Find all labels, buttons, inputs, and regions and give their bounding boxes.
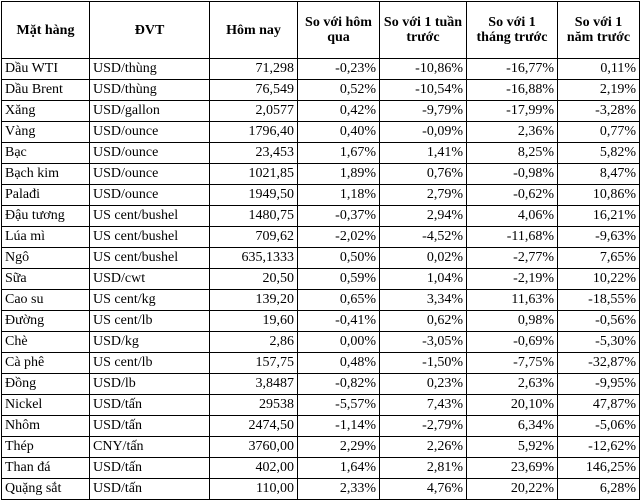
change-year-cell: 7,65% <box>558 248 640 269</box>
change-day-cell: -0,41% <box>298 311 380 332</box>
change-year-cell: -9,63% <box>558 227 640 248</box>
price-today-cell: 709,62 <box>210 227 298 248</box>
change-year-cell: -3,28% <box>558 101 640 122</box>
change-year-cell: -0,56% <box>558 311 640 332</box>
change-week-cell: -3,05% <box>380 332 467 353</box>
unit-cell: USD/gallon <box>90 101 210 122</box>
change-day-cell: 0,00% <box>298 332 380 353</box>
commodity-name-cell: Nickel <box>2 395 90 416</box>
header-commodity: Mặt hàng <box>2 2 90 59</box>
change-day-cell: 0,48% <box>298 353 380 374</box>
change-week-cell: 2,79% <box>380 185 467 206</box>
change-week-cell: -1,50% <box>380 353 467 374</box>
unit-cell: USD/thùng <box>90 59 210 80</box>
change-year-cell: 10,86% <box>558 185 640 206</box>
change-day-cell: 2,29% <box>298 437 380 458</box>
change-month-cell: 6,34% <box>467 416 558 437</box>
table-row <box>2 416 640 437</box>
change-year-cell: 10,22% <box>558 269 640 290</box>
change-month-cell: -16,88% <box>467 80 558 101</box>
commodity-name-cell: Palađi <box>2 185 90 206</box>
change-day-cell: 0,65% <box>298 290 380 311</box>
change-month-cell: 2,36% <box>467 122 558 143</box>
change-week-cell: 0,23% <box>380 374 467 395</box>
price-today-cell: 1480,75 <box>210 206 298 227</box>
change-year-cell: 0,11% <box>558 59 640 80</box>
change-day-cell: 2,33% <box>298 479 380 500</box>
unit-cell: CNY/tấn <box>90 437 210 458</box>
price-today-cell: 29538 <box>210 395 298 416</box>
change-month-cell: 20,10% <box>467 395 558 416</box>
change-year-cell: -5,30% <box>558 332 640 353</box>
commodity-name-cell: Vàng <box>2 122 90 143</box>
price-today-cell: 1796,40 <box>210 122 298 143</box>
change-day-cell: 0,50% <box>298 248 380 269</box>
table-row <box>2 248 640 269</box>
change-week-cell: 2,94% <box>380 206 467 227</box>
commodity-name-cell: Đậu tương <box>2 206 90 227</box>
change-month-cell: 23,69% <box>467 458 558 479</box>
commodity-name-cell: Ngô <box>2 248 90 269</box>
table-row <box>2 122 640 143</box>
table-header-row <box>2 2 640 59</box>
unit-cell: US cent/lb <box>90 353 210 374</box>
change-year-cell: 16,21% <box>558 206 640 227</box>
change-week-cell: 2,26% <box>380 437 467 458</box>
change-week-cell: 0,62% <box>380 311 467 332</box>
price-today-cell: 3760,00 <box>210 437 298 458</box>
unit-cell: USD/tấn <box>90 416 210 437</box>
change-year-cell: -9,95% <box>558 374 640 395</box>
change-year-cell: 5,82% <box>558 143 640 164</box>
change-week-cell: 0,02% <box>380 248 467 269</box>
change-day-cell: 0,40% <box>298 122 380 143</box>
change-day-cell: 0,59% <box>298 269 380 290</box>
change-year-cell: 6,28% <box>558 479 640 500</box>
change-week-cell: 0,76% <box>380 164 467 185</box>
table-row <box>2 479 640 500</box>
change-day-cell: -0,82% <box>298 374 380 395</box>
commodity-name-cell: Bạc <box>2 143 90 164</box>
change-day-cell: 1,67% <box>298 143 380 164</box>
unit-cell: US cent/lb <box>90 311 210 332</box>
change-day-cell: 1,89% <box>298 164 380 185</box>
change-month-cell: 20,22% <box>467 479 558 500</box>
change-year-cell: 2,19% <box>558 80 640 101</box>
change-month-cell: -0,69% <box>467 332 558 353</box>
change-week-cell: 1,41% <box>380 143 467 164</box>
commodity-name-cell: Chè <box>2 332 90 353</box>
commodity-name-cell: Quặng sắt <box>2 479 90 500</box>
commodity-name-cell: Sữa <box>2 269 90 290</box>
unit-cell: US cent/bushel <box>90 206 210 227</box>
commodity-name-cell: Xăng <box>2 101 90 122</box>
change-week-cell: -0,09% <box>380 122 467 143</box>
change-day-cell: -2,02% <box>298 227 380 248</box>
unit-cell: USD/tấn <box>90 458 210 479</box>
change-week-cell: -10,54% <box>380 80 467 101</box>
price-today-cell: 1021,85 <box>210 164 298 185</box>
change-year-cell: 0,77% <box>558 122 640 143</box>
unit-cell: USD/lb <box>90 374 210 395</box>
price-today-cell: 71,298 <box>210 59 298 80</box>
unit-cell: USD/ounce <box>90 164 210 185</box>
table-row <box>2 59 640 80</box>
table-row <box>2 311 640 332</box>
header-unit: ĐVT <box>90 2 210 59</box>
unit-cell: USD/cwt <box>90 269 210 290</box>
change-day-cell: -5,57% <box>298 395 380 416</box>
unit-cell: US cent/bushel <box>90 227 210 248</box>
change-month-cell: -17,99% <box>467 101 558 122</box>
commodity-price-table <box>1 1 640 500</box>
table-row <box>2 143 640 164</box>
change-month-cell: -0,62% <box>467 185 558 206</box>
change-week-cell: 7,43% <box>380 395 467 416</box>
header-vs-yesterday: So với hôm qua <box>298 2 380 59</box>
change-year-cell: 47,87% <box>558 395 640 416</box>
commodity-name-cell: Cà phê <box>2 353 90 374</box>
unit-cell: USD/kg <box>90 332 210 353</box>
table-body <box>2 59 640 500</box>
table-row <box>2 101 640 122</box>
change-month-cell: -7,75% <box>467 353 558 374</box>
table-row <box>2 164 640 185</box>
header-today: Hôm nay <box>210 2 298 59</box>
unit-cell: USD/ounce <box>90 143 210 164</box>
table-row <box>2 374 640 395</box>
price-today-cell: 1949,50 <box>210 185 298 206</box>
header-vs-year: So với 1 năm trước <box>558 2 640 59</box>
header-vs-week: So với 1 tuần trước <box>380 2 467 59</box>
change-month-cell: 5,92% <box>467 437 558 458</box>
table-row <box>2 353 640 374</box>
commodity-name-cell: Nhôm <box>2 416 90 437</box>
price-today-cell: 2,0577 <box>210 101 298 122</box>
commodity-name-cell: Than đá <box>2 458 90 479</box>
price-today-cell: 139,20 <box>210 290 298 311</box>
price-today-cell: 23,453 <box>210 143 298 164</box>
commodity-name-cell: Dầu WTI <box>2 59 90 80</box>
price-today-cell: 2474,50 <box>210 416 298 437</box>
change-year-cell: -5,06% <box>558 416 640 437</box>
unit-cell: USD/ounce <box>90 122 210 143</box>
change-month-cell: -0,98% <box>467 164 558 185</box>
change-day-cell: 0,42% <box>298 101 380 122</box>
change-day-cell: 1,18% <box>298 185 380 206</box>
change-week-cell: -4,52% <box>380 227 467 248</box>
unit-cell: US cent/bushel <box>90 248 210 269</box>
change-day-cell: 1,64% <box>298 458 380 479</box>
commodity-name-cell: Bạch kim <box>2 164 90 185</box>
change-month-cell: 8,25% <box>467 143 558 164</box>
table-row <box>2 437 640 458</box>
commodity-name-cell: Đường <box>2 311 90 332</box>
header-vs-month: So với 1 tháng trước <box>467 2 558 59</box>
table-row <box>2 80 640 101</box>
unit-cell: US cent/kg <box>90 290 210 311</box>
price-today-cell: 110,00 <box>210 479 298 500</box>
change-month-cell: -16,77% <box>467 59 558 80</box>
change-year-cell: -18,55% <box>558 290 640 311</box>
change-week-cell: 4,76% <box>380 479 467 500</box>
table-row <box>2 206 640 227</box>
price-today-cell: 76,549 <box>210 80 298 101</box>
price-today-cell: 635,1333 <box>210 248 298 269</box>
change-month-cell: -11,68% <box>467 227 558 248</box>
change-month-cell: 11,63% <box>467 290 558 311</box>
commodity-name-cell: Đồng <box>2 374 90 395</box>
unit-cell: USD/tấn <box>90 395 210 416</box>
unit-cell: USD/ounce <box>90 185 210 206</box>
change-month-cell: -2,77% <box>467 248 558 269</box>
change-week-cell: -2,79% <box>380 416 467 437</box>
change-week-cell: 2,81% <box>380 458 467 479</box>
change-year-cell: -12,62% <box>558 437 640 458</box>
commodity-name-cell: Lúa mì <box>2 227 90 248</box>
change-month-cell: 4,06% <box>467 206 558 227</box>
price-today-cell: 2,86 <box>210 332 298 353</box>
price-today-cell: 20,50 <box>210 269 298 290</box>
table-row <box>2 269 640 290</box>
change-day-cell: -1,14% <box>298 416 380 437</box>
change-month-cell: 2,63% <box>467 374 558 395</box>
table-row <box>2 332 640 353</box>
change-day-cell: -0,37% <box>298 206 380 227</box>
table-row <box>2 290 640 311</box>
table-row <box>2 395 640 416</box>
commodity-name-cell: Cao su <box>2 290 90 311</box>
commodity-name-cell: Dầu Brent <box>2 80 90 101</box>
change-year-cell: 146,25% <box>558 458 640 479</box>
change-week-cell: -10,86% <box>380 59 467 80</box>
price-today-cell: 19,60 <box>210 311 298 332</box>
change-week-cell: -9,79% <box>380 101 467 122</box>
change-month-cell: -2,19% <box>467 269 558 290</box>
change-day-cell: -0,23% <box>298 59 380 80</box>
change-year-cell: -32,87% <box>558 353 640 374</box>
unit-cell: USD/tấn <box>90 479 210 500</box>
price-today-cell: 3,8487 <box>210 374 298 395</box>
change-month-cell: 0,98% <box>467 311 558 332</box>
table-row <box>2 227 640 248</box>
change-week-cell: 3,34% <box>380 290 467 311</box>
table-row <box>2 185 640 206</box>
change-week-cell: 1,04% <box>380 269 467 290</box>
price-today-cell: 402,00 <box>210 458 298 479</box>
price-today-cell: 157,75 <box>210 353 298 374</box>
change-day-cell: 0,52% <box>298 80 380 101</box>
table-row <box>2 458 640 479</box>
commodity-name-cell: Thép <box>2 437 90 458</box>
change-year-cell: 8,47% <box>558 164 640 185</box>
unit-cell: USD/thùng <box>90 80 210 101</box>
